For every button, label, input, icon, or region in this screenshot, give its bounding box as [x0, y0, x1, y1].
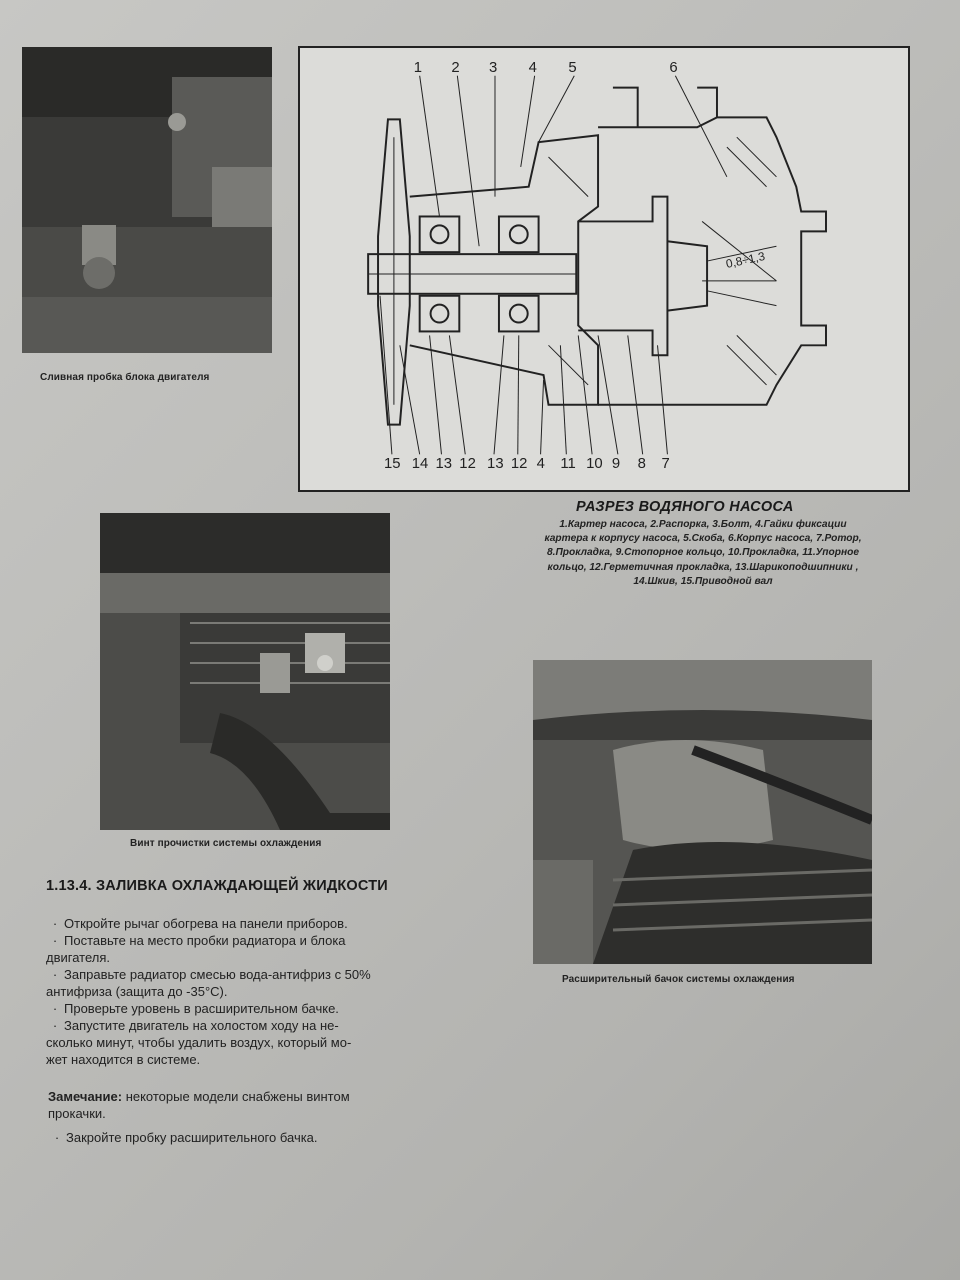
callout-number-top: 6 — [669, 59, 678, 76]
last-instruction: · Закройте пробку расширительного бачка. — [54, 1130, 318, 1145]
diagram-title: РАЗРЕЗ ВОДЯНОГО НАСОСА — [576, 499, 794, 515]
list-item: · Заправьте радиатор смесью вода-антифриз с 50% антифриза (защита до -35°С). — [46, 967, 371, 999]
callout-number-bottom: 13 — [435, 456, 453, 473]
callout-number-top: 3 — [489, 59, 498, 76]
list-item: · Запустите двигатель на холостом ходу на не- сколько минут, чтобы удалить воздух, который мо- жет находится в системе. — [46, 1018, 352, 1067]
callout-number-top: 5 — [568, 59, 577, 76]
drain-plug-caption: Сливная пробка блока двигателя — [40, 372, 210, 383]
note-paragraph — [48, 1088, 478, 1122]
callout-number-bottom: 12 — [459, 456, 476, 473]
callout-number-bottom: 13 — [487, 456, 504, 473]
bleed-screw-photo — [100, 513, 390, 830]
note-text-continued: прокачки. — [48, 1106, 106, 1121]
callout-number-bottom: 10 — [586, 456, 603, 473]
list-item: · Поставьте на место пробки радиатора и блока двигателя. — [46, 933, 346, 965]
callout-number-top: 1 — [413, 59, 422, 76]
note-text: некоторые модели снабжены винтом — [122, 1089, 350, 1104]
callout-number-bottom: 15 — [383, 456, 401, 473]
legend-line: 8.Прокладка, 9.Стопорное кольцо, 10.Прокладка, 11.Упорное — [546, 547, 860, 559]
callout-number-bottom: 9 — [611, 456, 621, 473]
list-item: · Проверьте уровень в расширительном бачке. — [52, 1001, 339, 1016]
callout-number-top: 4 — [528, 59, 537, 76]
water-pump-section-diagram — [298, 46, 910, 492]
note-label: Замечание: — [48, 1089, 123, 1104]
callout-number-top: 2 — [451, 59, 460, 76]
bleed-screw-caption: Винт прочистки системы охлаждения — [130, 838, 322, 849]
instruction-list — [46, 915, 476, 1068]
section-title: 1.13.4. ЗАЛИВКА ОХЛАЖДАЮЩЕЙ ЖИДКОСТИ — [46, 878, 388, 894]
callout-number-bottom: 8 — [637, 456, 646, 473]
expansion-tank-caption: Расширительный бачок системы охлаждения — [562, 974, 795, 985]
legend-line: картера к корпусу насоса, 5.Скоба, 6.Корпус насоса, 7.Ротор, — [544, 533, 862, 545]
legend-line: 1.Картер насоса, 2.Распорка, 3.Болт, 4.Гайки фиксации — [559, 519, 847, 530]
gap-dimension-label: 0,8÷1,3 — [724, 249, 767, 271]
legend-line: 14.Шкив, 15.Приводной вал — [633, 575, 773, 587]
callout-number-bottom: 7 — [661, 456, 670, 473]
callout-number-bottom: 14 — [411, 456, 429, 473]
callout-number-bottom: 12 — [510, 456, 528, 473]
legend-line: кольцо, 12.Герметичная прокладка, 13.Шарикоподшипники , — [547, 561, 859, 573]
expansion-tank-photo — [533, 660, 872, 964]
callout-number-bottom: 4 — [536, 456, 545, 473]
drain-plug-photo — [22, 47, 272, 353]
list-item: · Откройте рычаг обогрева на панели приборов. — [52, 916, 348, 931]
callout-number-bottom: 11 — [560, 456, 576, 473]
diagram-legend — [472, 518, 934, 589]
